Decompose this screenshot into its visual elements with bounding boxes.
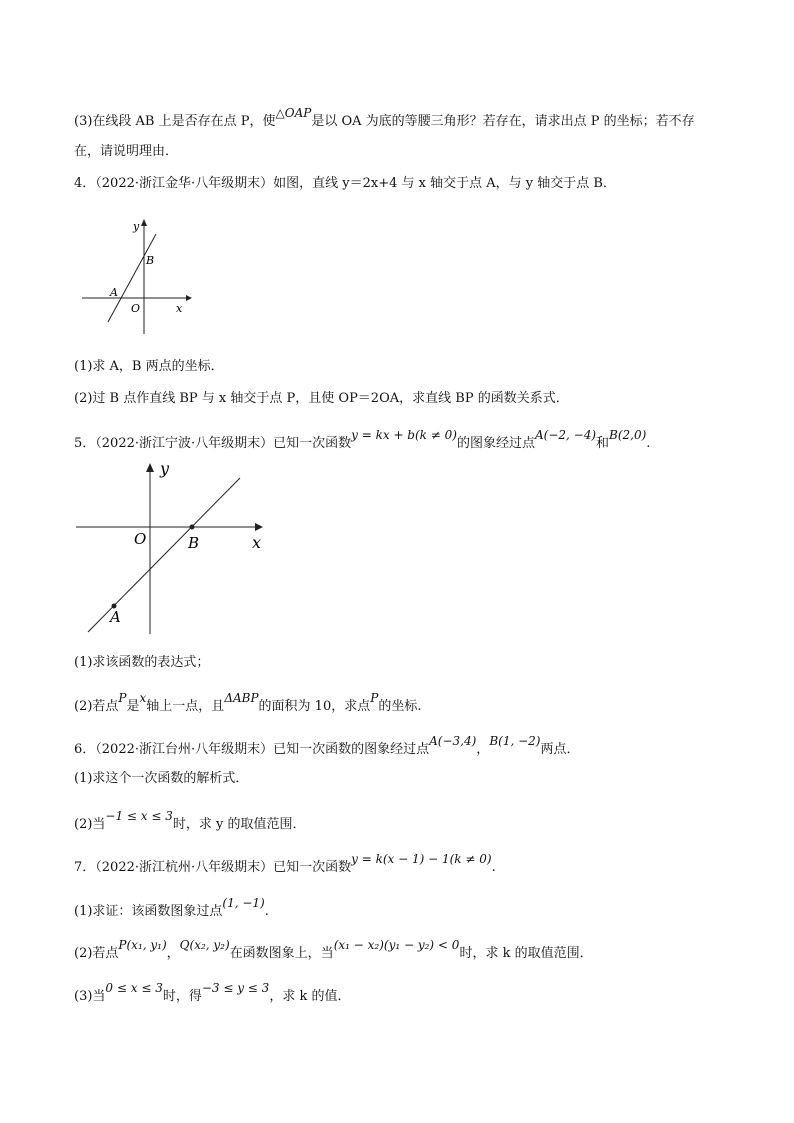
text: (3)当 [74, 989, 106, 1004]
figure-q5-graph [72, 460, 272, 638]
text: ，求 k 的值． [269, 989, 351, 1004]
q7-part3 [74, 981, 351, 1006]
text: 的面积为 10，求点 [258, 699, 371, 714]
math-inequality: (x₁ − x₂)(y₁ − y₂) < 0 [333, 938, 460, 952]
label-a: A [110, 608, 121, 626]
math-triangle-abp: ΔABP [224, 691, 259, 705]
q4-part1: (1)求 A，B 两点的坐标． [74, 359, 224, 374]
text: (1)求证：该函数图象过点 [74, 904, 223, 919]
question-6-stem [74, 734, 580, 759]
q5-part1: (1)求该函数的表达式； [74, 655, 210, 670]
label-b: B [188, 534, 200, 552]
math-point-b: B(2,0) [609, 428, 647, 442]
y-axis-arrow [141, 219, 147, 226]
math-point-b: B(1, −2) [489, 734, 541, 748]
text: (2)若点 [74, 946, 119, 961]
math-linear-function: y = k(x − 1) − 1(k ≠ 0) [351, 852, 492, 866]
text: 6．（2022·浙江台州·八年级期末）已知一次函数的图象经过点 [74, 742, 430, 757]
figure-q4-graph [78, 216, 194, 338]
text: 轴上一点，且 [146, 699, 225, 714]
q7-part2 [74, 938, 593, 963]
text: 时，求 k 的取值范围． [459, 946, 593, 961]
text: 时，求 y 的取值范围． [172, 817, 306, 832]
label-a: A [110, 286, 118, 299]
math-point-a: A(−3,4) [429, 734, 477, 748]
q7-part1 [74, 896, 269, 921]
text: . [264, 904, 269, 919]
label-o: O [131, 302, 141, 315]
math-x-range: −1 ≤ x ≤ 3 [105, 809, 173, 823]
point-b [190, 525, 195, 530]
math-y-range: −3 ≤ y ≤ 3 [201, 981, 270, 995]
text: 7．（2022·浙江杭州·八年级期末）已知一次函数 [74, 860, 352, 875]
q3-part3-line2: 在，请说明理由． [74, 144, 179, 159]
text: 是 [126, 699, 140, 714]
label-y: y [133, 220, 140, 233]
math-point: (1, −1) [222, 896, 265, 910]
text: (2)若点 [74, 699, 119, 714]
text: (3)在线段 AB 上是否存在点 P，使 [74, 114, 276, 129]
math-triangle-oap: △OAP [275, 106, 312, 120]
label-o: O [134, 530, 147, 548]
question-5-stem [74, 428, 651, 453]
text: ， [476, 742, 490, 757]
q5-part2 [74, 691, 422, 716]
math-point-q: Q(x₂, y₂) [179, 938, 230, 952]
math-linear-function: y = kx + b(k ≠ 0) [351, 428, 457, 442]
math-p: P [118, 691, 127, 705]
text: . [646, 436, 651, 451]
q6-part1: (1)求这个一次函数的解析式． [74, 771, 249, 786]
math-p: P [370, 691, 379, 705]
label-x: x [252, 533, 262, 552]
text: ， [166, 946, 180, 961]
label-x: x [176, 302, 183, 315]
text: 时，得 [162, 989, 202, 1004]
text: 在函数图象上，当 [229, 946, 334, 961]
label-y: y [160, 460, 170, 478]
text: (2)当 [74, 817, 106, 832]
text: 两点． [540, 742, 580, 757]
math-x-range: 0 ≤ x ≤ 3 [105, 981, 163, 995]
math-x: x [139, 691, 147, 705]
math-point-p: P(x₁, y₁) [118, 938, 167, 952]
q6-part2 [74, 809, 306, 834]
label-b: B [146, 254, 155, 267]
text: 和 [596, 436, 610, 451]
text: . [491, 860, 496, 875]
y-axis-arrow [146, 463, 154, 472]
math-point-a: A(−2, −4) [534, 428, 597, 442]
question-7-stem [74, 852, 496, 877]
question-4-stem: 4．（2022·浙江金华·八年级期末）如图，直线 y＝2x+4 与 x 轴交于点 A，与 y 轴交于点 B． [74, 176, 616, 191]
text: 5．（2022·浙江宁波·八年级期末）已知一次函数 [74, 436, 352, 451]
text: 的图象经过点 [456, 436, 535, 451]
x-axis-arrow [186, 295, 192, 301]
x-axis-arrow [255, 523, 263, 531]
text: 的坐标. [378, 699, 422, 714]
q4-part2: (2)过 B 点作直线 BP 与 x 轴交于点 P，且使 OP＝2OA，求直线 BP 的函数关系式． [74, 391, 569, 406]
text: 是以 OA 为底的等腰三角形？若存在，请求出点 P 的坐标；若不存 [311, 114, 695, 129]
q3-part3-line1 [74, 106, 695, 131]
